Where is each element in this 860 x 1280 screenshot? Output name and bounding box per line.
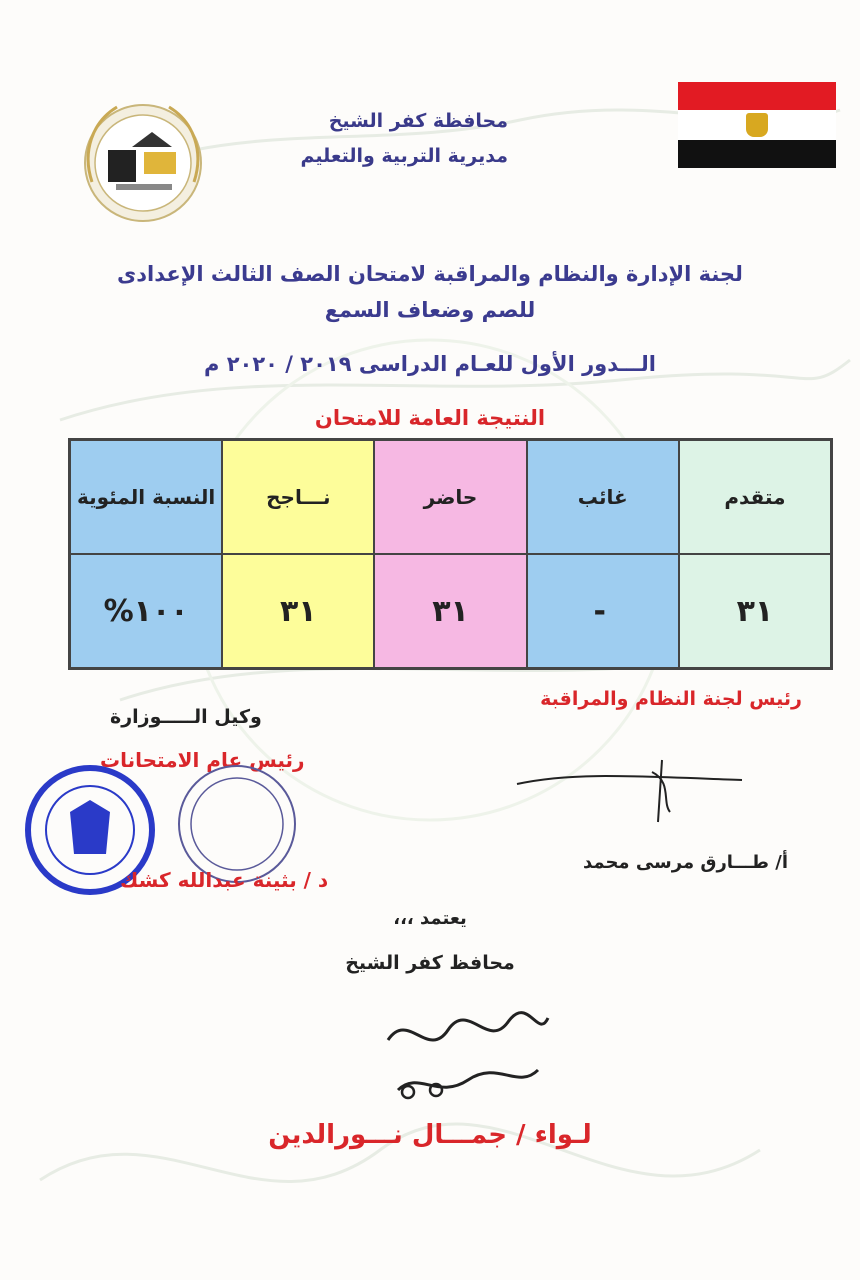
- value-cell-percentage: ١٠٠%: [70, 554, 222, 668]
- value-cell-applicants: ٣١: [679, 554, 831, 668]
- results-table: [68, 438, 833, 670]
- exam-head-title: رئيس عام الامتحانات: [100, 748, 305, 772]
- header-cell-absent: غائب: [527, 440, 679, 554]
- header-cell-passed: نـــاجح: [222, 440, 374, 554]
- approval-text: يعتمد ،،،: [393, 908, 467, 929]
- value-cell-passed: ٣١: [222, 554, 374, 668]
- governor-title: محافظ كفر الشيخ: [345, 952, 515, 974]
- undersecretary-name: د / بثينة عبدالله كشك: [120, 868, 329, 892]
- governorate-name: محافظة كفر الشيخ: [328, 110, 508, 132]
- committee-subtitle: للصم وضعاف السمع: [324, 298, 536, 322]
- chair-signature: [512, 752, 752, 832]
- header-cell-percentage: النسبة المئوية: [70, 440, 222, 554]
- governor-name: لـواء / جمـــال نـــورالدين: [268, 1120, 592, 1150]
- exam-session: الـــدور الأول للعـام الدراسى ٢٠١٩ / ٢٠٢٠ م: [204, 352, 656, 376]
- committee-title: لجنة الإدارة والنظام والمراقبة لامتحان الصف الثالث الإعدادى: [117, 262, 743, 286]
- value-cell-absent: -: [527, 554, 679, 668]
- result-title: النتيجة العامة للامتحان: [314, 406, 546, 430]
- egypt-flag-icon: [678, 82, 836, 168]
- chair-name: أ/ طـــارق مرسى محمد: [582, 852, 788, 873]
- value-cell-present: ٣١: [374, 554, 526, 668]
- directorate-name: مديرية التربية والتعليم: [300, 145, 508, 167]
- undersecretary-title: وكيل الـــــوزارة: [110, 706, 262, 728]
- chair-title: رئيس لجنة النظام والمراقبة: [540, 688, 802, 710]
- header-cell-applicants: متقدم: [679, 440, 831, 554]
- governor-signature: [378, 1000, 558, 1110]
- header-cell-present: حاضر: [374, 440, 526, 554]
- governorate-emblem-icon: [72, 92, 214, 234]
